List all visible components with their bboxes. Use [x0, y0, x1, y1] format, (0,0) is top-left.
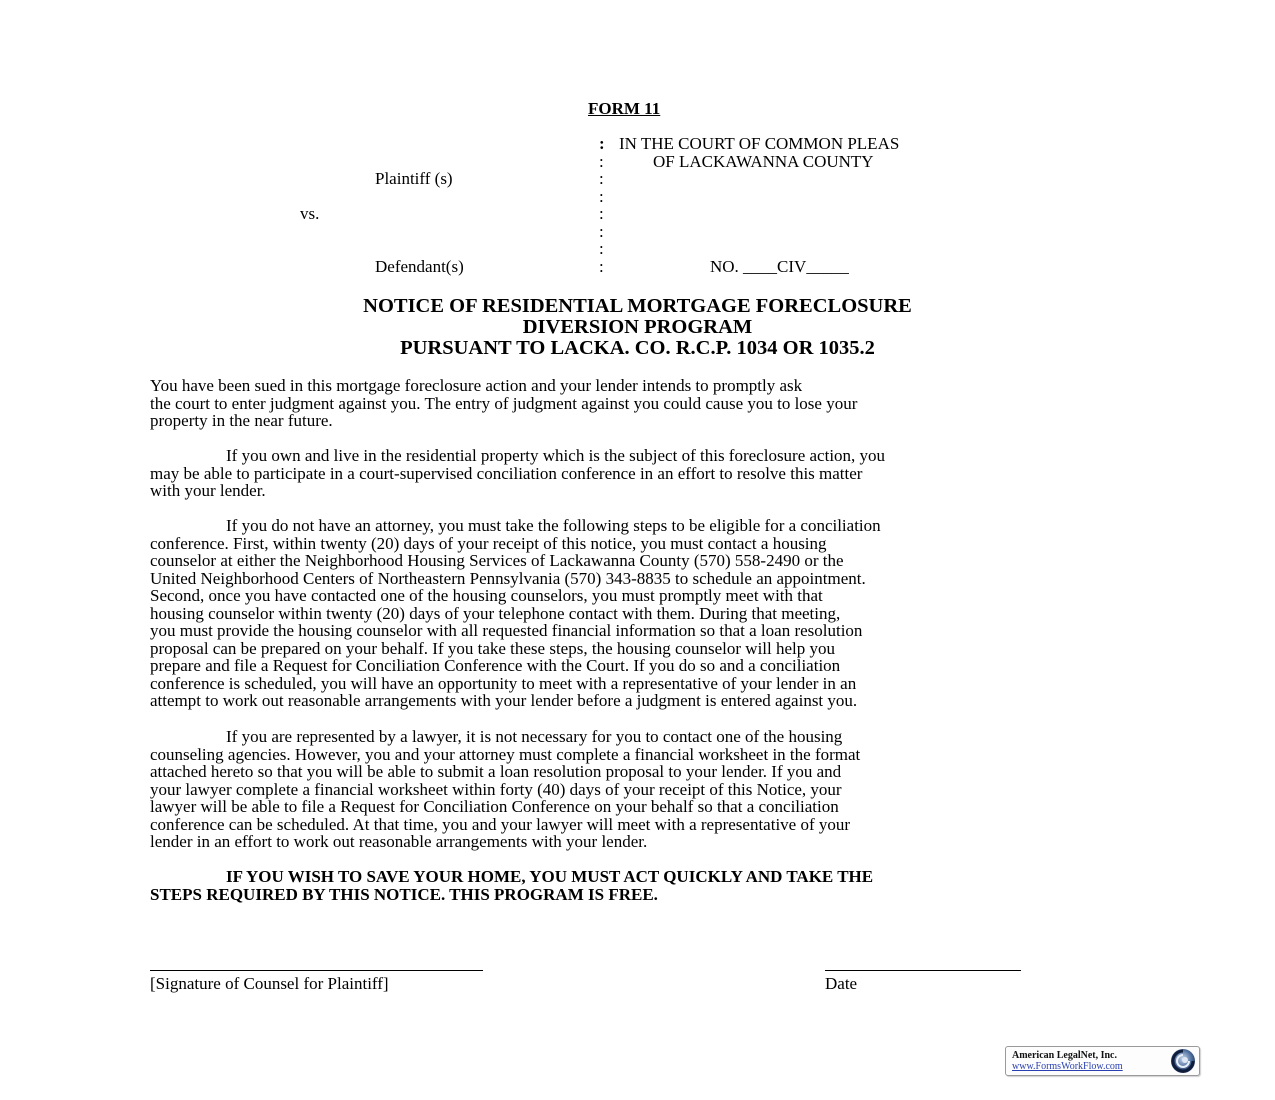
caption-separator: :	[599, 204, 604, 223]
text-line: may be able to participate in a court-supervised conciliation conference in an effort to resolve this matter	[150, 463, 863, 483]
caption-separator: :	[599, 134, 605, 153]
defendant-label: Defendant(s)	[375, 257, 464, 276]
text-line: the court to enter judgment against you. The entry of judgment against you could cause you to lose your	[150, 393, 858, 413]
paragraph-represented-by-lawyer	[150, 728, 1120, 851]
text-line: conference. First, within twenty (20) days of your receipt of this notice, you must contact a housing	[150, 533, 827, 553]
text-line: housing counselor within twenty (20) days of your telephone contact with them. During that meeting,	[150, 603, 841, 623]
text-line: conference can be scheduled. At that time, you and your lawyer will meet with a representative of your	[150, 814, 851, 834]
text-line: attempt to work out reasonable arrangements with your lender before a judgment is entered against you.	[150, 691, 858, 710]
text-line: United Neighborhood Centers of Northeastern Pennsylvania (570) 343-8835 to schedule an appointment.	[150, 568, 866, 588]
counsel-signature-line[interactable]	[150, 970, 483, 971]
warning-line1: IF YOU WISH TO SAVE YOUR HOME, YOU MUST ACT QUICKLY AND TAKE THE	[226, 867, 874, 886]
paragraph-eligibility	[150, 447, 1120, 500]
court-name-line1: IN THE COURT OF COMMON PLEAS	[619, 134, 900, 153]
date-label: Date	[825, 974, 858, 993]
notice-title-line1: NOTICE OF RESIDENTIAL MORTGAGE FORECLOSURE	[363, 295, 912, 317]
caption-separator: :	[599, 187, 604, 206]
text-line: If you do not have an attorney, you must take the following steps to be eligible for a conciliation	[226, 516, 881, 535]
text-line: counselor at either the Neighborhood Housing Services of Lackawanna County (570) 558-2490 or the	[150, 551, 844, 570]
text-line: If you are represented by a lawyer, it is not necessary for you to contact one of the housing	[226, 727, 843, 746]
paragraph-lawsuit-notice	[150, 377, 1120, 430]
text-line: you must provide the housing counselor with all requested financial information so that a loan resolution	[150, 621, 863, 640]
badge-website-link[interactable]: www.FormsWorkFlow.com	[1012, 1061, 1123, 1072]
text-line: Second, once you have contacted one of the housing counselors, you must promptly meet with that	[150, 586, 823, 605]
counsel-signature-label: [Signature of Counsel for Plaintiff]	[150, 974, 389, 993]
text-line: with your lender.	[150, 481, 266, 500]
text-line: lender in an effort to work out reasonable arrangements with your lender.	[150, 832, 648, 851]
text-line: You have been sued in this mortgage foreclosure action and your lender intends to promptly ask	[150, 376, 803, 395]
american-legalnet-badge[interactable]	[1005, 1046, 1200, 1076]
text-line: attached hereto so that you will be able to submit a loan resolution proposal to your lender. If you and	[150, 762, 842, 781]
notice-title	[150, 296, 1125, 358]
text-line: If you own and live in the residential property which is the subject of this foreclosure action, you	[226, 446, 886, 465]
paragraph-no-attorney-steps	[150, 517, 1120, 710]
date-signature-line[interactable]	[825, 970, 1021, 971]
caption-separator: :	[599, 239, 604, 258]
globe-swirl-logo-icon	[1170, 1048, 1196, 1074]
notice-title-line3: PURSUANT TO LACKA. CO. R.C.P. 1034 OR 1035.2	[400, 336, 875, 359]
case-number-field: NO. ____CIV_____	[710, 257, 849, 276]
form-number-title: FORM 11	[588, 99, 661, 118]
court-name-line2: OF LACKAWANNA COUNTY	[653, 152, 874, 171]
text-line: conference is scheduled, you will have an opportunity to meet with a representative of your lender in an	[150, 673, 857, 693]
caption-separator: :	[599, 169, 604, 188]
text-line: prepare and file a Request for Conciliation Conference with the Court. If you do so and a conciliation	[150, 656, 841, 675]
text-line: proposal can be prepared on your behalf. If you take these steps, the housing counselor will help you	[150, 638, 836, 658]
versus-label: vs.	[300, 204, 320, 223]
warning-line2: STEPS REQUIRED BY THIS NOTICE. THIS PROGRAM IS FREE.	[150, 884, 658, 904]
caption-separator: :	[599, 222, 604, 241]
caption-separator: :	[599, 257, 604, 276]
plaintiff-label: Plaintiff (s)	[375, 169, 453, 188]
text-line: your lawyer complete a financial worksheet within forty (40) days of your receipt of this Notice, your	[150, 779, 842, 799]
notice-title-line2: DIVERSION PROGRAM	[522, 315, 753, 338]
warning-notice	[150, 868, 1120, 903]
badge-company-name: American LegalNet, Inc.	[1012, 1050, 1117, 1061]
text-line: lawyer will be able to file a Request for Conciliation Conference on your behalf so that a conciliation	[150, 797, 839, 816]
text-line: property in the near future.	[150, 411, 333, 430]
caption-separator: :	[599, 152, 604, 171]
text-line: counseling agencies. However, you and your attorney must complete a financial worksheet in the format	[150, 744, 861, 764]
